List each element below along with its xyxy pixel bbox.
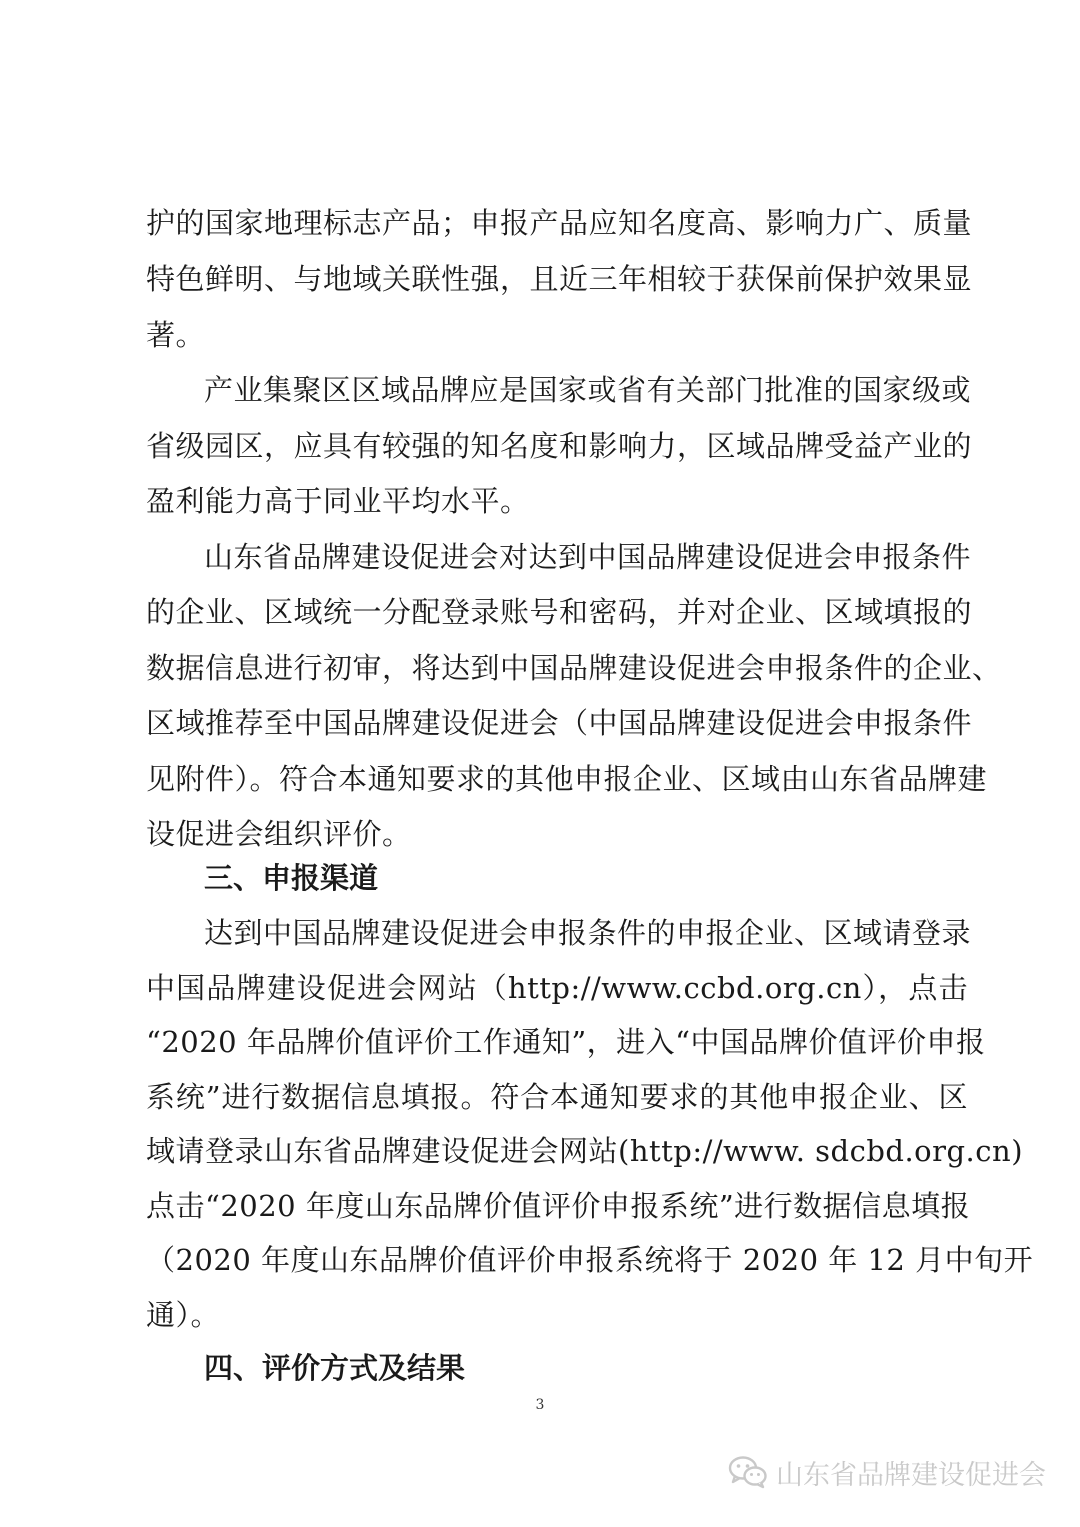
body-text-line: 中国品牌建设促进会网站（http://www.ccbd.org.cn），点击 — [146, 971, 968, 1005]
body-text-line: 盈利能力高于同业平均水平。 — [146, 484, 530, 518]
wechat-icon — [728, 1455, 768, 1489]
body-text-line: 产业集聚区区域品牌应是国家或省有关部门批准的国家级或 — [204, 373, 972, 407]
body-text-line: 达到中国品牌建设促进会申报条件的申报企业、区域请登录 — [204, 916, 972, 950]
body-text-line: 设促进会组织评价。 — [146, 817, 412, 851]
section-heading: 四、评价方式及结果 — [204, 1351, 466, 1385]
body-text-line: 省级园区，应具有较强的知名度和影响力，区域品牌受益产业的 — [146, 429, 973, 463]
body-text-line: 见附件）。符合本通知要求的其他申报企业、区域由山东省品牌建 — [146, 762, 988, 796]
body-text-line: “2020 年品牌价值评价工作通知”，进入“中国品牌价值评价申报 — [146, 1025, 986, 1059]
body-text-line: 区域推荐至中国品牌建设促进会（中国品牌建设促进会申报条件 — [146, 706, 973, 740]
body-text-line: 的企业、区域统一分配登录账号和密码，并对企业、区域填报的 — [146, 595, 973, 629]
body-text-line: 护的国家地理标志产品；申报产品应知名度高、影响力广、质量 — [146, 206, 973, 240]
body-text-line: 著。 — [146, 318, 206, 352]
watermark — [728, 1452, 1046, 1492]
page-number: 3 — [535, 1397, 545, 1413]
body-text-line: 点击“2020 年度山东品牌价值评价申报系统”进行数据信息填报 — [146, 1189, 971, 1223]
watermark-text: 山东省品牌建设促进会 — [776, 1459, 1046, 1491]
body-text-line: 数据信息进行初审，将达到中国品牌建设促进会申报条件的企业、 — [146, 651, 1002, 685]
section-heading: 三、申报渠道 — [204, 861, 379, 895]
body-text-line: 域请登录山东省品牌建设促进会网站(http://www. sdcbd.org.cn) — [146, 1134, 1024, 1168]
body-text-line: 系统”进行数据信息填报。符合本通知要求的其他申报企业、区 — [146, 1080, 968, 1114]
body-text-line: 特色鲜明、与地域关联性强，且近三年相较于获保前保护效果显 — [146, 262, 973, 296]
body-text-line: 山东省品牌建设促进会对达到中国品牌建设促进会申报条件 — [204, 540, 972, 574]
body-text-line: （2020 年度山东品牌价值评价申报系统将于 2020 年 12 月中旬开 — [146, 1243, 1034, 1277]
body-text-line: 通）。 — [146, 1298, 221, 1332]
